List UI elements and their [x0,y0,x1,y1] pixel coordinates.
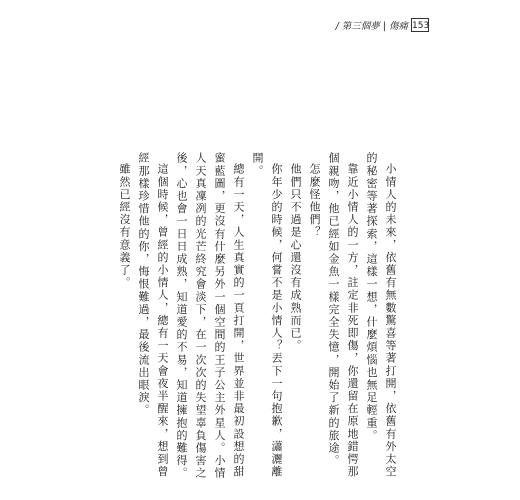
paragraph: 怎麼怪他們？ [308,163,321,239]
running-header [333,21,408,33]
header-divider: | [382,21,386,32]
paragraph: 總有一天，人生真實的一頁打開，世界並非最初設想的甜蜜藍圖，更沒有什麼另外一個空間的王子公主外星人。小情人天真凜冽的光芒終究會淡下，在一次次的失望辜負傷害之後，心也會一日日成熟，知道愛的不易，知道擁抱的難得。 [175,152,245,480]
paragraph: 靠近小情人的一方，註定非死即傷，你還留在原地錯愕那個親吻，他已經如金魚一樣完全失憶，開始了新的旅途。 [327,152,359,478]
paragraph: 他們只不過是心還沒有成熟而已。 [289,163,302,352]
page-number: 153 [411,18,429,32]
chapter-subtitle: 傷痛 [388,21,408,32]
chapter-title: 第三個夢 [341,21,380,32]
header-slash: / [335,21,339,32]
closing-line: 雖然已經沒有意義了。 [118,163,131,289]
paragraph: 這個時候，曾經的小情人，總有一天會夜半醒來，想到曾經那樣珍惜他的你，悔恨難過，最後流出眼淚。 [137,152,169,478]
paragraph: 你年少的時候，何嘗不是小情人？丟下一句抱歉，瀟灑離開。 [251,152,283,478]
paragraph: 小情人的未來，依舊有無數驚喜等著打開，依舊有外太空的秘密等著探索，這樣一想，什麼煩惱也無足輕重。 [365,152,397,478]
body-text [115,152,400,482]
